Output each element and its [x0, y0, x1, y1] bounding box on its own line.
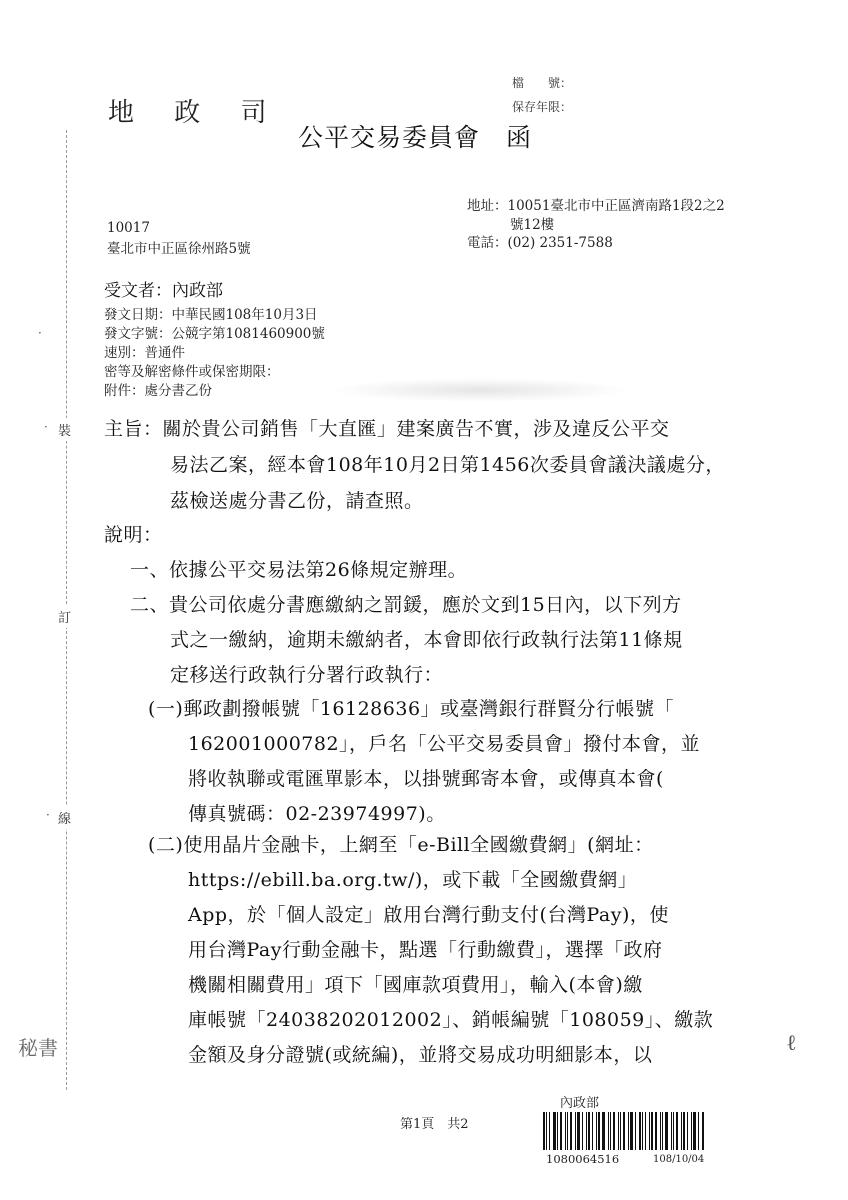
payment-method2-line7: 金額及身分證號(或統編)，並將交易成功明細影本，以 [188, 1044, 653, 1066]
payment-method1-line4: 傳真號碼：02-23974997)。 [188, 803, 446, 825]
barcode-number: 1080064516 [546, 1152, 620, 1166]
explanation-item1: 一、依據公平交易法第26條規定辦理。 [130, 559, 468, 581]
barcode-bar [596, 1112, 597, 1150]
barcode-bar [651, 1112, 653, 1150]
issue-date: 發文日期：中華民國108年10月3日 [104, 307, 318, 323]
document-number: 發文字號：公競字第1081460900號 [104, 326, 325, 342]
barcode-bar [618, 1112, 619, 1150]
barcode-bar [639, 1112, 641, 1150]
barcode-bar [698, 1112, 699, 1150]
barcode-bar [598, 1112, 600, 1150]
barcode-date: 108/10/04 [653, 1154, 705, 1165]
barcode-bar [665, 1112, 668, 1150]
sender-phone: 電話：(02) 2351-7588 [467, 235, 613, 251]
subject-line3: 茲檢送處分書乙份，請查照。 [170, 490, 424, 512]
barcode-bar [592, 1112, 593, 1150]
explanation-heading: 說明： [104, 524, 163, 546]
barcode-bar [649, 1112, 650, 1150]
handwritten-note: 秘書 [18, 1036, 58, 1060]
barcode-bar [560, 1112, 562, 1150]
barcode-bar [691, 1112, 692, 1150]
barcode-bar [693, 1112, 696, 1150]
barcode-bar [662, 1112, 663, 1150]
binding-char-zhuang: 裝 [58, 418, 71, 441]
margin-dot: · [44, 420, 48, 434]
barcode-bar [613, 1112, 615, 1150]
barcode-bar [557, 1112, 558, 1150]
barcode-bar [660, 1112, 661, 1150]
document-title: 公平交易委員會 函 [298, 123, 533, 152]
receiver-label: 內政部 [560, 1096, 600, 1111]
barcode-bar [683, 1112, 685, 1150]
page-indicator: 第1頁 共2 [400, 1117, 469, 1132]
barcode-bar [577, 1112, 580, 1150]
barcode-bar [549, 1112, 550, 1150]
payment-method1-line3: 將收執聯或電匯單影本，以掛號郵寄本會，或傳真本會( [188, 768, 664, 790]
barcode-bar [588, 1112, 590, 1150]
barcode-bar [543, 1112, 545, 1150]
delivery-speed: 速別：普通件 [104, 345, 185, 361]
barcode-bar [642, 1112, 643, 1150]
subject-line1: 主旨：關於貴公司銷售「大直匯」建案廣告不實，涉及違反公平交 [104, 418, 670, 440]
barcode-bar [630, 1112, 633, 1150]
barcode-bar [673, 1112, 674, 1150]
explanation-item2-line3: 定移送行政執行分署行政執行： [170, 664, 444, 686]
margin-dot: · [38, 326, 42, 340]
barcode-bar [610, 1112, 611, 1150]
barcode-bar [635, 1112, 636, 1150]
barcode-bar [655, 1112, 657, 1150]
handwritten-mark: ℓ [786, 1031, 797, 1056]
barcode-bar [676, 1112, 678, 1150]
barcode-bar [602, 1112, 605, 1150]
payment-method1-line2: 162001000782」，戶名「公平交易委員會」撥付本會，並 [188, 733, 701, 755]
receiving-office-stamp: 地 政 司 [108, 98, 283, 128]
addressee: 受文者：內政部 [104, 281, 223, 301]
barcode [543, 1112, 707, 1150]
barcode-bar [628, 1112, 629, 1150]
barcode-bar [681, 1112, 682, 1150]
barcode-bar [687, 1112, 688, 1150]
payment-method2-line2: https://ebill.ba.org.tw/)，或下載「全國繳費網」 [188, 869, 638, 891]
retention-period-label: 保存年限： [512, 100, 573, 114]
barcode-bar [575, 1112, 576, 1150]
faint-stamp-smudge [330, 378, 630, 402]
barcode-bar [620, 1112, 621, 1150]
payment-method2-line1: (二)使用晶片金融卡，上網至「e-Bill全國繳費網」(網址： [148, 834, 654, 856]
barcode-bar [565, 1112, 566, 1150]
payment-method1-line1: (一)郵政劃撥帳號「16128636」或臺灣銀行群賢分行帳號「 [148, 698, 675, 720]
barcode-bar [608, 1112, 609, 1150]
margin-dot: · [46, 808, 50, 822]
explanation-item2-line1: 二、貴公司依處分書應繳納之罰鍰，應於文到15日內，以下列方 [130, 594, 682, 616]
binding-char-xian: 線 [58, 806, 71, 829]
payment-method2-line4: 用台灣Pay行動金融卡，點選「行動繳費」，選擇「政府 [188, 939, 663, 961]
binding-char-ding: 訂 [58, 605, 71, 628]
payment-method2-line5: 機關相關費用」項下「國庫款項費用」，輸入(本會)繳 [188, 974, 643, 996]
barcode-bar [553, 1112, 556, 1150]
barcode-bar [582, 1112, 583, 1150]
subject-line2: 易法乙案，經本會108年10月2日第1456次委員會議決議處分， [170, 454, 725, 476]
barcode-bar [567, 1112, 568, 1150]
archive-number-label: 檔 號： [512, 76, 573, 90]
sender-address-line1: 地址：10051臺北市中正區濟南路1段2之2 [467, 198, 725, 214]
recipient-postal-code: 10017 [107, 220, 150, 236]
recipient-address: 臺北市中正區徐州路5號 [107, 241, 251, 257]
barcode-bar [546, 1112, 547, 1150]
barcode-bar [671, 1112, 672, 1150]
explanation-item2-line2: 式之一繳納，逾期未繳納者，本會即依行政執行法第11條規 [170, 629, 683, 651]
barcode-bar [623, 1112, 625, 1150]
barcode-bar [570, 1112, 572, 1150]
sender-address-line2: 號12樓 [510, 217, 555, 233]
barcode-bar [702, 1112, 704, 1150]
payment-method2-line3: App，於「個人設定」啟用台灣行動支付(台灣Pay)，使 [188, 904, 669, 926]
payment-method2-line6: 庫帳號「24038202012002」、銷帳編號「108059」、繳款 [188, 1009, 714, 1031]
barcode-bar [645, 1112, 646, 1150]
attachment: 附件：處分書乙份 [104, 383, 212, 399]
barcode-bar [586, 1112, 587, 1150]
secrecy-level: 密等及解密條件或保密期限： [104, 364, 280, 380]
